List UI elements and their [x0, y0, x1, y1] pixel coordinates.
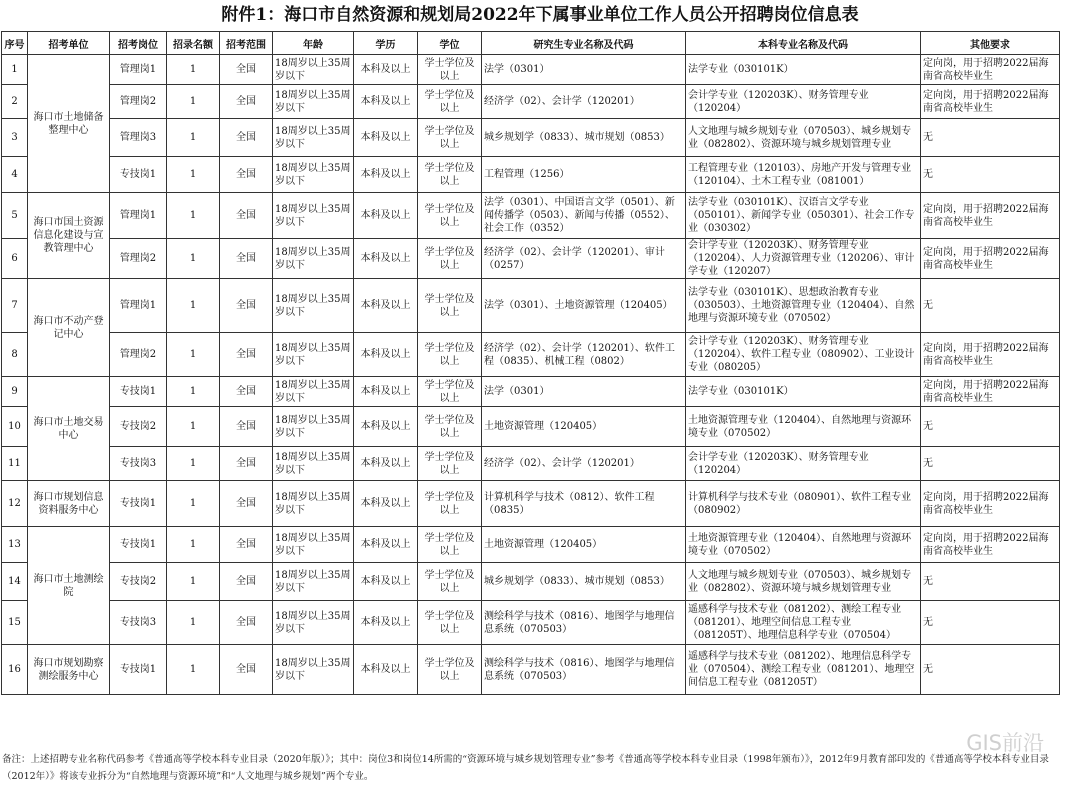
cell-ug: 土地资源管理专业（120404）、自然地理与资源环境专业（070502）	[686, 527, 921, 563]
cell-post: 管理岗2	[110, 333, 167, 377]
cell-scope: 全国	[220, 193, 273, 239]
cell-quota: 1	[167, 527, 220, 563]
cell-scope: 全国	[220, 377, 273, 407]
cell-degree: 学士学位及以上	[418, 447, 482, 481]
cell-scope: 全国	[220, 447, 273, 481]
footnote: 备注：上述招聘专业名称代码参考《普通高等学校本科专业目录（2020年版）》；其中：岗位3和岗位14所需的“资源环境与城乡规划管理专业”参考《普通高等学校本科专业目录（1998年颁布）》，2012年9月教育部印发的《普通高等学校本科专业目录（2012年）》将该专业拆分为“自然地理与资源环境”和“人文地理与城乡规划”两个专业。	[2, 754, 1049, 782]
recruiting-unit: 海口市土地交易中心	[28, 377, 110, 481]
cell-edu: 本科及以上	[354, 279, 418, 333]
column-header: 学历	[354, 32, 418, 55]
cell-age: 18周岁以上35周岁以下	[273, 447, 354, 481]
column-header: 学位	[418, 32, 482, 55]
cell-quota: 1	[167, 645, 220, 695]
cell-degree: 学士学位及以上	[418, 645, 482, 695]
cell-ug: 法学专业（030101K）	[686, 377, 921, 407]
cell-grad: 法学（0301）、土地资源管理（120405）	[482, 279, 686, 333]
cell-quota: 1	[167, 563, 220, 601]
cell-post: 专技岗3	[110, 601, 167, 645]
cell-scope: 全国	[220, 333, 273, 377]
cell-other: 定向岗，用于招聘2022届海南省高校毕业生	[921, 193, 1060, 239]
row-number: 16	[2, 645, 28, 695]
row-number: 12	[2, 481, 28, 527]
cell-other: 无	[921, 407, 1060, 447]
table-row	[2, 119, 1060, 157]
cell-degree: 学士学位及以上	[418, 239, 482, 279]
cell-quota: 1	[167, 157, 220, 193]
cell-quota: 1	[167, 55, 220, 85]
row-number: 7	[2, 279, 28, 333]
cell-other: 无	[921, 279, 1060, 333]
cell-edu: 本科及以上	[354, 645, 418, 695]
column-header: 序号	[2, 32, 28, 55]
recruiting-unit: 海口市国土资源信息化建设与宣教管理中心	[28, 193, 110, 279]
cell-edu: 本科及以上	[354, 55, 418, 85]
cell-quota: 1	[167, 377, 220, 407]
cell-other: 无	[921, 447, 1060, 481]
cell-ug: 会计学专业（120203K）、财务管理专业（120204）、软件工程专业（080902）、工业设计专业（080205）	[686, 333, 921, 377]
cell-age: 18周岁以上35周岁以下	[273, 55, 354, 85]
row-number: 14	[2, 563, 28, 601]
cell-degree: 学士学位及以上	[418, 407, 482, 447]
column-header: 其他要求	[921, 32, 1060, 55]
cell-other: 定向岗，用于招聘2022届海南省高校毕业生	[921, 527, 1060, 563]
cell-edu: 本科及以上	[354, 481, 418, 527]
cell-degree: 学士学位及以上	[418, 279, 482, 333]
cell-quota: 1	[167, 601, 220, 645]
column-header: 招考单位	[28, 32, 110, 55]
recruitment-table	[1, 31, 1060, 695]
cell-age: 18周岁以上35周岁以下	[273, 333, 354, 377]
cell-grad: 经济学（02）、会计学（120201）	[482, 447, 686, 481]
cell-ug: 工程管理专业（120103）、房地产开发与管理专业（120104）、土木工程专业（081001）	[686, 157, 921, 193]
cell-edu: 本科及以上	[354, 85, 418, 119]
cell-scope: 全国	[220, 157, 273, 193]
cell-ug: 人文地理与城乡规划专业（070503）、城乡规划专业（082802）、资源环境与城乡规划管理专业	[686, 563, 921, 601]
row-number: 3	[2, 119, 28, 157]
table-row	[2, 193, 1060, 239]
column-header: 研究生专业名称及代码	[482, 32, 686, 55]
cell-edu: 本科及以上	[354, 447, 418, 481]
table-row	[2, 333, 1060, 377]
cell-grad: 法学（0301）、中国语言文学（0501）、新闻传播学（0503）、新闻与传播（0552）、社会工作（0352）	[482, 193, 686, 239]
cell-post: 管理岗1	[110, 193, 167, 239]
table-row	[2, 527, 1060, 563]
cell-post: 专技岗1	[110, 645, 167, 695]
cell-grad: 土地资源管理（120405）	[482, 407, 686, 447]
cell-post: 专技岗2	[110, 563, 167, 601]
cell-ug: 会计学专业（120203K）、财务管理专业（120204）、人力资源管理专业（120206）、审计学专业（120207）	[686, 239, 921, 279]
table-row	[2, 377, 1060, 407]
table-row	[2, 55, 1060, 85]
cell-age: 18周岁以上35周岁以下	[273, 279, 354, 333]
table-row	[2, 279, 1060, 333]
cell-degree: 学士学位及以上	[418, 563, 482, 601]
table-row	[2, 563, 1060, 601]
cell-scope: 全国	[220, 85, 273, 119]
cell-age: 18周岁以上35周岁以下	[273, 119, 354, 157]
cell-ug: 会计学专业（120203K）、财务管理专业（120204）	[686, 447, 921, 481]
cell-other: 定向岗，用于招聘2022届海南省高校毕业生	[921, 85, 1060, 119]
cell-ug: 遥感科学与技术专业（081202）、地理信息科学专业（070504）、测绘工程专业（081201）、地理空间信息工程专业（081205T）	[686, 645, 921, 695]
table-row	[2, 447, 1060, 481]
table-row	[2, 157, 1060, 193]
cell-quota: 1	[167, 119, 220, 157]
document-title: 附件1：海口市自然资源和规划局2022年下属事业单位工作人员公开招聘岗位信息表	[221, 5, 859, 25]
recruiting-unit: 海口市土地测绘院	[28, 527, 110, 645]
cell-edu: 本科及以上	[354, 193, 418, 239]
cell-grad: 城乡规划学（0833）、城市规划（0853）	[482, 563, 686, 601]
row-number: 5	[2, 193, 28, 239]
cell-ug: 人文地理与城乡规划专业（070503）、城乡规划专业（082802）、资源环境与城乡规划管理专业	[686, 119, 921, 157]
cell-age: 18周岁以上35周岁以下	[273, 645, 354, 695]
cell-degree: 学士学位及以上	[418, 85, 482, 119]
row-number: 15	[2, 601, 28, 645]
cell-grad: 法学（0301）	[482, 55, 686, 85]
column-header: 本科专业名称及代码	[686, 32, 921, 55]
cell-quota: 1	[167, 407, 220, 447]
cell-grad: 法学（0301）	[482, 377, 686, 407]
row-number: 1	[2, 55, 28, 85]
recruiting-unit: 海口市不动产登记中心	[28, 279, 110, 377]
cell-grad: 计算机科学与技术（0812）、软件工程（0835）	[482, 481, 686, 527]
cell-age: 18周岁以上35周岁以下	[273, 527, 354, 563]
recruiting-unit: 海口市土地储备整理中心	[28, 55, 110, 193]
cell-other: 定向岗，用于招聘2022届海南省高校毕业生	[921, 377, 1060, 407]
cell-scope: 全国	[220, 119, 273, 157]
cell-age: 18周岁以上35周岁以下	[273, 85, 354, 119]
cell-quota: 1	[167, 193, 220, 239]
cell-other: 无	[921, 157, 1060, 193]
cell-age: 18周岁以上35周岁以下	[273, 377, 354, 407]
cell-scope: 全国	[220, 481, 273, 527]
cell-grad: 工程管理（1256）	[482, 157, 686, 193]
cell-edu: 本科及以上	[354, 563, 418, 601]
cell-ug: 会计学专业（120203K）、财务管理专业（120204）	[686, 85, 921, 119]
cell-other: 定向岗，用于招聘2022届海南省高校毕业生	[921, 333, 1060, 377]
cell-quota: 1	[167, 279, 220, 333]
cell-scope: 全国	[220, 645, 273, 695]
recruiting-unit: 海口市规划勘察测绘服务中心	[28, 645, 110, 695]
cell-edu: 本科及以上	[354, 157, 418, 193]
cell-quota: 1	[167, 333, 220, 377]
cell-age: 18周岁以上35周岁以下	[273, 481, 354, 527]
cell-post: 管理岗2	[110, 239, 167, 279]
cell-grad: 测绘科学与技术（0816）、地图学与地理信息系统（070503）	[482, 645, 686, 695]
cell-age: 18周岁以上35周岁以下	[273, 407, 354, 447]
cell-ug: 法学专业（030101K）	[686, 55, 921, 85]
cell-other: 定向岗，用于招聘2022届海南省高校毕业生	[921, 481, 1060, 527]
column-header: 年龄	[273, 32, 354, 55]
column-header: 招录名额	[167, 32, 220, 55]
row-number: 8	[2, 333, 28, 377]
cell-quota: 1	[167, 239, 220, 279]
watermark: GIS前沿	[966, 731, 1044, 755]
table-row	[2, 85, 1060, 119]
cell-post: 专技岗1	[110, 481, 167, 527]
cell-age: 18周岁以上35周岁以下	[273, 239, 354, 279]
cell-other: 无	[921, 119, 1060, 157]
row-number: 11	[2, 447, 28, 481]
table-row	[2, 601, 1060, 645]
cell-edu: 本科及以上	[354, 527, 418, 563]
cell-quota: 1	[167, 85, 220, 119]
cell-post: 专技岗1	[110, 527, 167, 563]
cell-age: 18周岁以上35周岁以下	[273, 193, 354, 239]
cell-scope: 全国	[220, 279, 273, 333]
cell-quota: 1	[167, 447, 220, 481]
cell-edu: 本科及以上	[354, 239, 418, 279]
cell-ug: 遥感科学与技术专业（081202）、测绘工程专业（081201）、地理空间信息工程专业（081205T）、地理信息科学专业（070504）	[686, 601, 921, 645]
cell-edu: 本科及以上	[354, 601, 418, 645]
row-number: 9	[2, 377, 28, 407]
cell-grad: 经济学（02）、会计学（120201）	[482, 85, 686, 119]
cell-age: 18周岁以上35周岁以下	[273, 601, 354, 645]
cell-scope: 全国	[220, 563, 273, 601]
cell-grad: 经济学（02）、会计学（120201）、软件工程（0835）、机械工程（0802）	[482, 333, 686, 377]
row-number: 10	[2, 407, 28, 447]
cell-grad: 测绘科学与技术（0816）、地图学与地理信息系统（070503）	[482, 601, 686, 645]
row-number: 4	[2, 157, 28, 193]
cell-post: 管理岗1	[110, 279, 167, 333]
cell-degree: 学士学位及以上	[418, 377, 482, 407]
cell-edu: 本科及以上	[354, 377, 418, 407]
cell-edu: 本科及以上	[354, 333, 418, 377]
row-number: 6	[2, 239, 28, 279]
cell-degree: 学士学位及以上	[418, 157, 482, 193]
cell-edu: 本科及以上	[354, 119, 418, 157]
cell-age: 18周岁以上35周岁以下	[273, 157, 354, 193]
cell-grad: 土地资源管理（120405）	[482, 527, 686, 563]
cell-ug: 法学专业（030101K）、思想政治教育专业（030503）、土地资源管理专业（120404）、自然地理与资源环境专业（070502）	[686, 279, 921, 333]
cell-post: 管理岗3	[110, 119, 167, 157]
cell-other: 无	[921, 563, 1060, 601]
cell-scope: 全国	[220, 407, 273, 447]
cell-degree: 学士学位及以上	[418, 601, 482, 645]
column-header: 招考范围	[220, 32, 273, 55]
cell-grad: 经济学（02）、会计学（120201）、审计（0257）	[482, 239, 686, 279]
cell-post: 专技岗1	[110, 157, 167, 193]
cell-age: 18周岁以上35周岁以下	[273, 563, 354, 601]
cell-ug: 法学专业（030101K）、汉语言文学专业（050101）、新闻学专业（050301）、社会工作专业（030302）	[686, 193, 921, 239]
cell-post: 管理岗1	[110, 55, 167, 85]
row-number: 13	[2, 527, 28, 563]
cell-ug: 土地资源管理专业（120404）、自然地理与资源环境专业（070502）	[686, 407, 921, 447]
cell-scope: 全国	[220, 239, 273, 279]
cell-post: 专技岗2	[110, 407, 167, 447]
recruiting-unit: 海口市规划信息资料服务中心	[28, 481, 110, 527]
cell-ug: 计算机科学与技术专业（080901）、软件工程专业（080902）	[686, 481, 921, 527]
cell-scope: 全国	[220, 601, 273, 645]
cell-degree: 学士学位及以上	[418, 527, 482, 563]
cell-post: 专技岗1	[110, 377, 167, 407]
cell-post: 专技岗3	[110, 447, 167, 481]
column-header: 招考岗位	[110, 32, 167, 55]
cell-other: 定向岗，用于招聘2022届海南省高校毕业生	[921, 55, 1060, 85]
row-number: 2	[2, 85, 28, 119]
cell-grad: 城乡规划学（0833）、城市规划（0853）	[482, 119, 686, 157]
cell-scope: 全国	[220, 527, 273, 563]
cell-other: 定向岗，用于招聘2022届海南省高校毕业生	[921, 239, 1060, 279]
table-row	[2, 239, 1060, 279]
cell-edu: 本科及以上	[354, 407, 418, 447]
cell-degree: 学士学位及以上	[418, 55, 482, 85]
cell-degree: 学士学位及以上	[418, 481, 482, 527]
cell-post: 管理岗2	[110, 85, 167, 119]
table-row	[2, 407, 1060, 447]
table-row	[2, 481, 1060, 527]
table-row	[2, 645, 1060, 695]
cell-degree: 学士学位及以上	[418, 193, 482, 239]
cell-scope: 全国	[220, 55, 273, 85]
cell-degree: 学士学位及以上	[418, 333, 482, 377]
cell-quota: 1	[167, 481, 220, 527]
cell-other: 无	[921, 601, 1060, 645]
table-header-row	[2, 32, 1060, 55]
cell-other: 无	[921, 645, 1060, 695]
cell-degree: 学士学位及以上	[418, 119, 482, 157]
